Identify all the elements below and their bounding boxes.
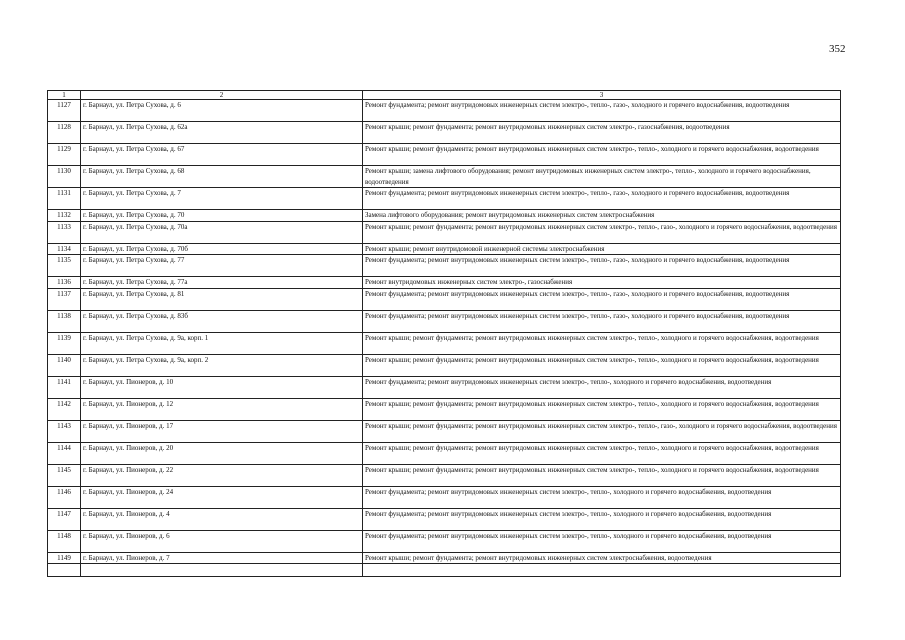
address-cell: г. Барнаул, ул. Пионеров, д. 22: [81, 464, 363, 486]
table-row: [48, 243, 841, 255]
address-cell: г. Барнаул, ул. Пионеров, д. 6: [81, 530, 363, 552]
table-row: [48, 376, 841, 398]
table-row: [48, 188, 841, 210]
works-cell: Ремонт крыши; ремонт внутридомовой инженерной системы электроснабжения: [363, 243, 841, 255]
table-row: [48, 332, 841, 354]
row-number-cell: 1134: [48, 243, 81, 255]
empty-cell: [81, 564, 363, 577]
address-cell: г. Барнаул, ул. Петра Сухова, д. 77: [81, 255, 363, 277]
address-cell: г. Барнаул, ул. Петра Сухова, д. 9а, корп. 2: [81, 354, 363, 376]
address-cell: г. Барнаул, ул. Пионеров, д. 17: [81, 420, 363, 442]
works-cell: Ремонт крыши; ремонт фундамента; ремонт внутридомовых инженерных систем электро-, тепло-, холодного и горячего водоснабжения, водоотведения: [363, 464, 841, 486]
works-cell: Ремонт фундамента; ремонт внутридомовых инженерных систем электро-, тепло-, холодного и горячего водоснабжения, водоотведения: [363, 486, 841, 508]
table-row: [48, 398, 841, 420]
works-cell: Ремонт фундамента; ремонт внутридомовых инженерных систем электро-, тепло-, газо-, холодного и горячего водоснабжения, водоотведения: [363, 288, 841, 310]
address-cell: г. Барнаул, ул. Пионеров, д. 20: [81, 442, 363, 464]
table-row: [48, 122, 841, 144]
address-cell: г. Барнаул, ул. Петра Сухова, д. 81: [81, 288, 363, 310]
table-row: [48, 486, 841, 508]
table-row: [48, 255, 841, 277]
table-row: [48, 420, 841, 442]
address-cell: г. Барнаул, ул. Петра Сухова, д. 70а: [81, 221, 363, 243]
works-cell: Ремонт крыши; ремонт фундамента; ремонт внутридомовых инженерных систем электро-, тепло-, холодного и горячего водоснабжения, водоотведения: [363, 144, 841, 166]
row-number-cell: 1137: [48, 288, 81, 310]
works-cell: Ремонт крыши; ремонт фундамента; ремонт внутридомовых инженерных систем электро-, тепло-, холодного и горячего водоснабжения, водоотведения: [363, 442, 841, 464]
repair-register-table: [47, 90, 841, 577]
row-number-cell: 1139: [48, 332, 81, 354]
works-cell: Ремонт крыши; ремонт фундамента; ремонт внутридомовых инженерных систем электро-, тепло-, газо-, холодного и горячего водоснабжения, водоотведения: [363, 221, 841, 243]
works-cell: Ремонт крыши; ремонт фундамента; ремонт внутридомовых инженерных систем электро-, тепло-, холодного и горячего водоснабжения, водоотведения: [363, 354, 841, 376]
address-cell: г. Барнаул, ул. Петра Сухова, д. 83б: [81, 310, 363, 332]
works-cell: Ремонт крыши; ремонт фундамента; ремонт внутридомовых инженерных систем электро-, тепло-, холодного и горячего водоснабжения, водоотведения: [363, 332, 841, 354]
row-number-cell: 1149: [48, 552, 81, 564]
address-cell: г. Барнаул, ул. Петра Сухова, д. 62а: [81, 122, 363, 144]
table-row: [48, 221, 841, 243]
works-cell: Ремонт крыши; замена лифтового оборудования; ремонт внутридомовых инженерных систем электро-, тепло-, холодного и горячего водоснабжения, водоотведения: [363, 166, 841, 188]
address-cell: г. Барнаул, ул. Петра Сухова, д. 6: [81, 100, 363, 122]
works-cell: Ремонт крыши; ремонт фундамента; ремонт внутридомовых инженерных систем электро-, тепло-, холодного и горячего водоснабжения, водоотведения: [363, 398, 841, 420]
table-row: [48, 210, 841, 222]
row-number-cell: 1143: [48, 420, 81, 442]
works-cell: Замена лифтового оборудования; ремонт внутридомовых инженерных систем электроснабжения: [363, 210, 841, 222]
table-row: [48, 277, 841, 289]
row-number-cell: 1145: [48, 464, 81, 486]
column-header-number: 1: [48, 91, 81, 100]
address-cell: г. Барнаул, ул. Петра Сухова, д. 7: [81, 188, 363, 210]
row-number-cell: 1133: [48, 221, 81, 243]
address-cell: г. Барнаул, ул. Петра Сухова, д. 67: [81, 144, 363, 166]
row-number-cell: 1129: [48, 144, 81, 166]
row-number-cell: 1144: [48, 442, 81, 464]
address-cell: г. Барнаул, ул. Пионеров, д. 10: [81, 376, 363, 398]
row-number-cell: 1131: [48, 188, 81, 210]
row-number-cell: 1128: [48, 122, 81, 144]
table-row: [48, 166, 841, 188]
row-number-cell: 1146: [48, 486, 81, 508]
works-cell: Ремонт фундамента; ремонт внутридомовых инженерных систем электро-, тепло-, холодного и горячего водоснабжения, водоотведения: [363, 530, 841, 552]
row-number-cell: 1138: [48, 310, 81, 332]
table-row: [48, 530, 841, 552]
works-cell: Ремонт фундамента; ремонт внутридомовых инженерных систем электро-, тепло-, газо-, холодного и горячего водоснабжения, водоотведения: [363, 255, 841, 277]
table-row: [48, 552, 841, 564]
column-header-address: 2: [81, 91, 363, 100]
row-number-cell: 1148: [48, 530, 81, 552]
table-header-row: [48, 91, 841, 100]
address-cell: г. Барнаул, ул. Петра Сухова, д. 68: [81, 166, 363, 188]
works-cell: Ремонт крыши; ремонт фундамента; ремонт внутридомовых инженерных систем электроснабжения, водоотведения: [363, 552, 841, 564]
row-number-cell: 1141: [48, 376, 81, 398]
row-number-cell: 1147: [48, 508, 81, 530]
works-cell: Ремонт фундамента; ремонт внутридомовых инженерных систем электро-, тепло-, холодного и горячего водоснабжения, водоотведения: [363, 376, 841, 398]
empty-row: [48, 564, 841, 577]
table-row: [48, 464, 841, 486]
works-cell: Ремонт фундамента; ремонт внутридомовых инженерных систем электро-, тепло-, газо-, холодного и горячего водоснабжения, водоотведения: [363, 310, 841, 332]
table-row: [48, 100, 841, 122]
row-number-cell: 1142: [48, 398, 81, 420]
works-cell: Ремонт фундамента; ремонт внутридомовых инженерных систем электро-, тепло-, газо-, холодного и горячего водоснабжения, водоотведения: [363, 188, 841, 210]
empty-cell: [363, 564, 841, 577]
table-body: [48, 100, 841, 577]
works-cell: Ремонт фундамента; ремонт внутридомовых инженерных систем электро-, тепло-, холодного и горячего водоснабжения, водоотведения: [363, 508, 841, 530]
row-number-cell: 1135: [48, 255, 81, 277]
row-number-cell: 1140: [48, 354, 81, 376]
address-cell: г. Барнаул, ул. Пионеров, д. 7: [81, 552, 363, 564]
row-number-cell: 1127: [48, 100, 81, 122]
table-row: [48, 288, 841, 310]
row-number-cell: 1136: [48, 277, 81, 289]
table-row: [48, 354, 841, 376]
table-row: [48, 442, 841, 464]
empty-cell: [48, 564, 81, 577]
works-cell: Ремонт крыши; ремонт фундамента; ремонт внутридомовых инженерных систем электро-, тепло-, газо-, холодного и горячего водоснабжения, водоотведения: [363, 420, 841, 442]
table-row: [48, 310, 841, 332]
row-number-cell: 1132: [48, 210, 81, 222]
address-cell: г. Барнаул, ул. Пионеров, д. 12: [81, 398, 363, 420]
table-row: [48, 144, 841, 166]
works-cell: Ремонт внутридомовых инженерных систем электро-, газоснабжения: [363, 277, 841, 289]
address-cell: г. Барнаул, ул. Пионеров, д. 24: [81, 486, 363, 508]
address-cell: г. Барнаул, ул. Петра Сухова, д. 77а: [81, 277, 363, 289]
works-cell: Ремонт крыши; ремонт фундамента; ремонт внутридомовых инженерных систем электро-, газоснабжения, водоотведения: [363, 122, 841, 144]
table-row: [48, 508, 841, 530]
address-cell: г. Барнаул, ул. Петра Сухова, д. 9а, корп. 1: [81, 332, 363, 354]
address-cell: г. Барнаул, ул. Петра Сухова, д. 70б: [81, 243, 363, 255]
address-cell: г. Барнаул, ул. Пионеров, д. 4: [81, 508, 363, 530]
row-number-cell: 1130: [48, 166, 81, 188]
works-cell: Ремонт фундамента; ремонт внутридомовых инженерных систем электро-, тепло-, газо-, холодного и горячего водоснабжения, водоотведения: [363, 100, 841, 122]
address-cell: г. Барнаул, ул. Петра Сухова, д. 70: [81, 210, 363, 222]
column-header-works: 3: [363, 91, 841, 100]
page-number: 352: [829, 43, 846, 55]
